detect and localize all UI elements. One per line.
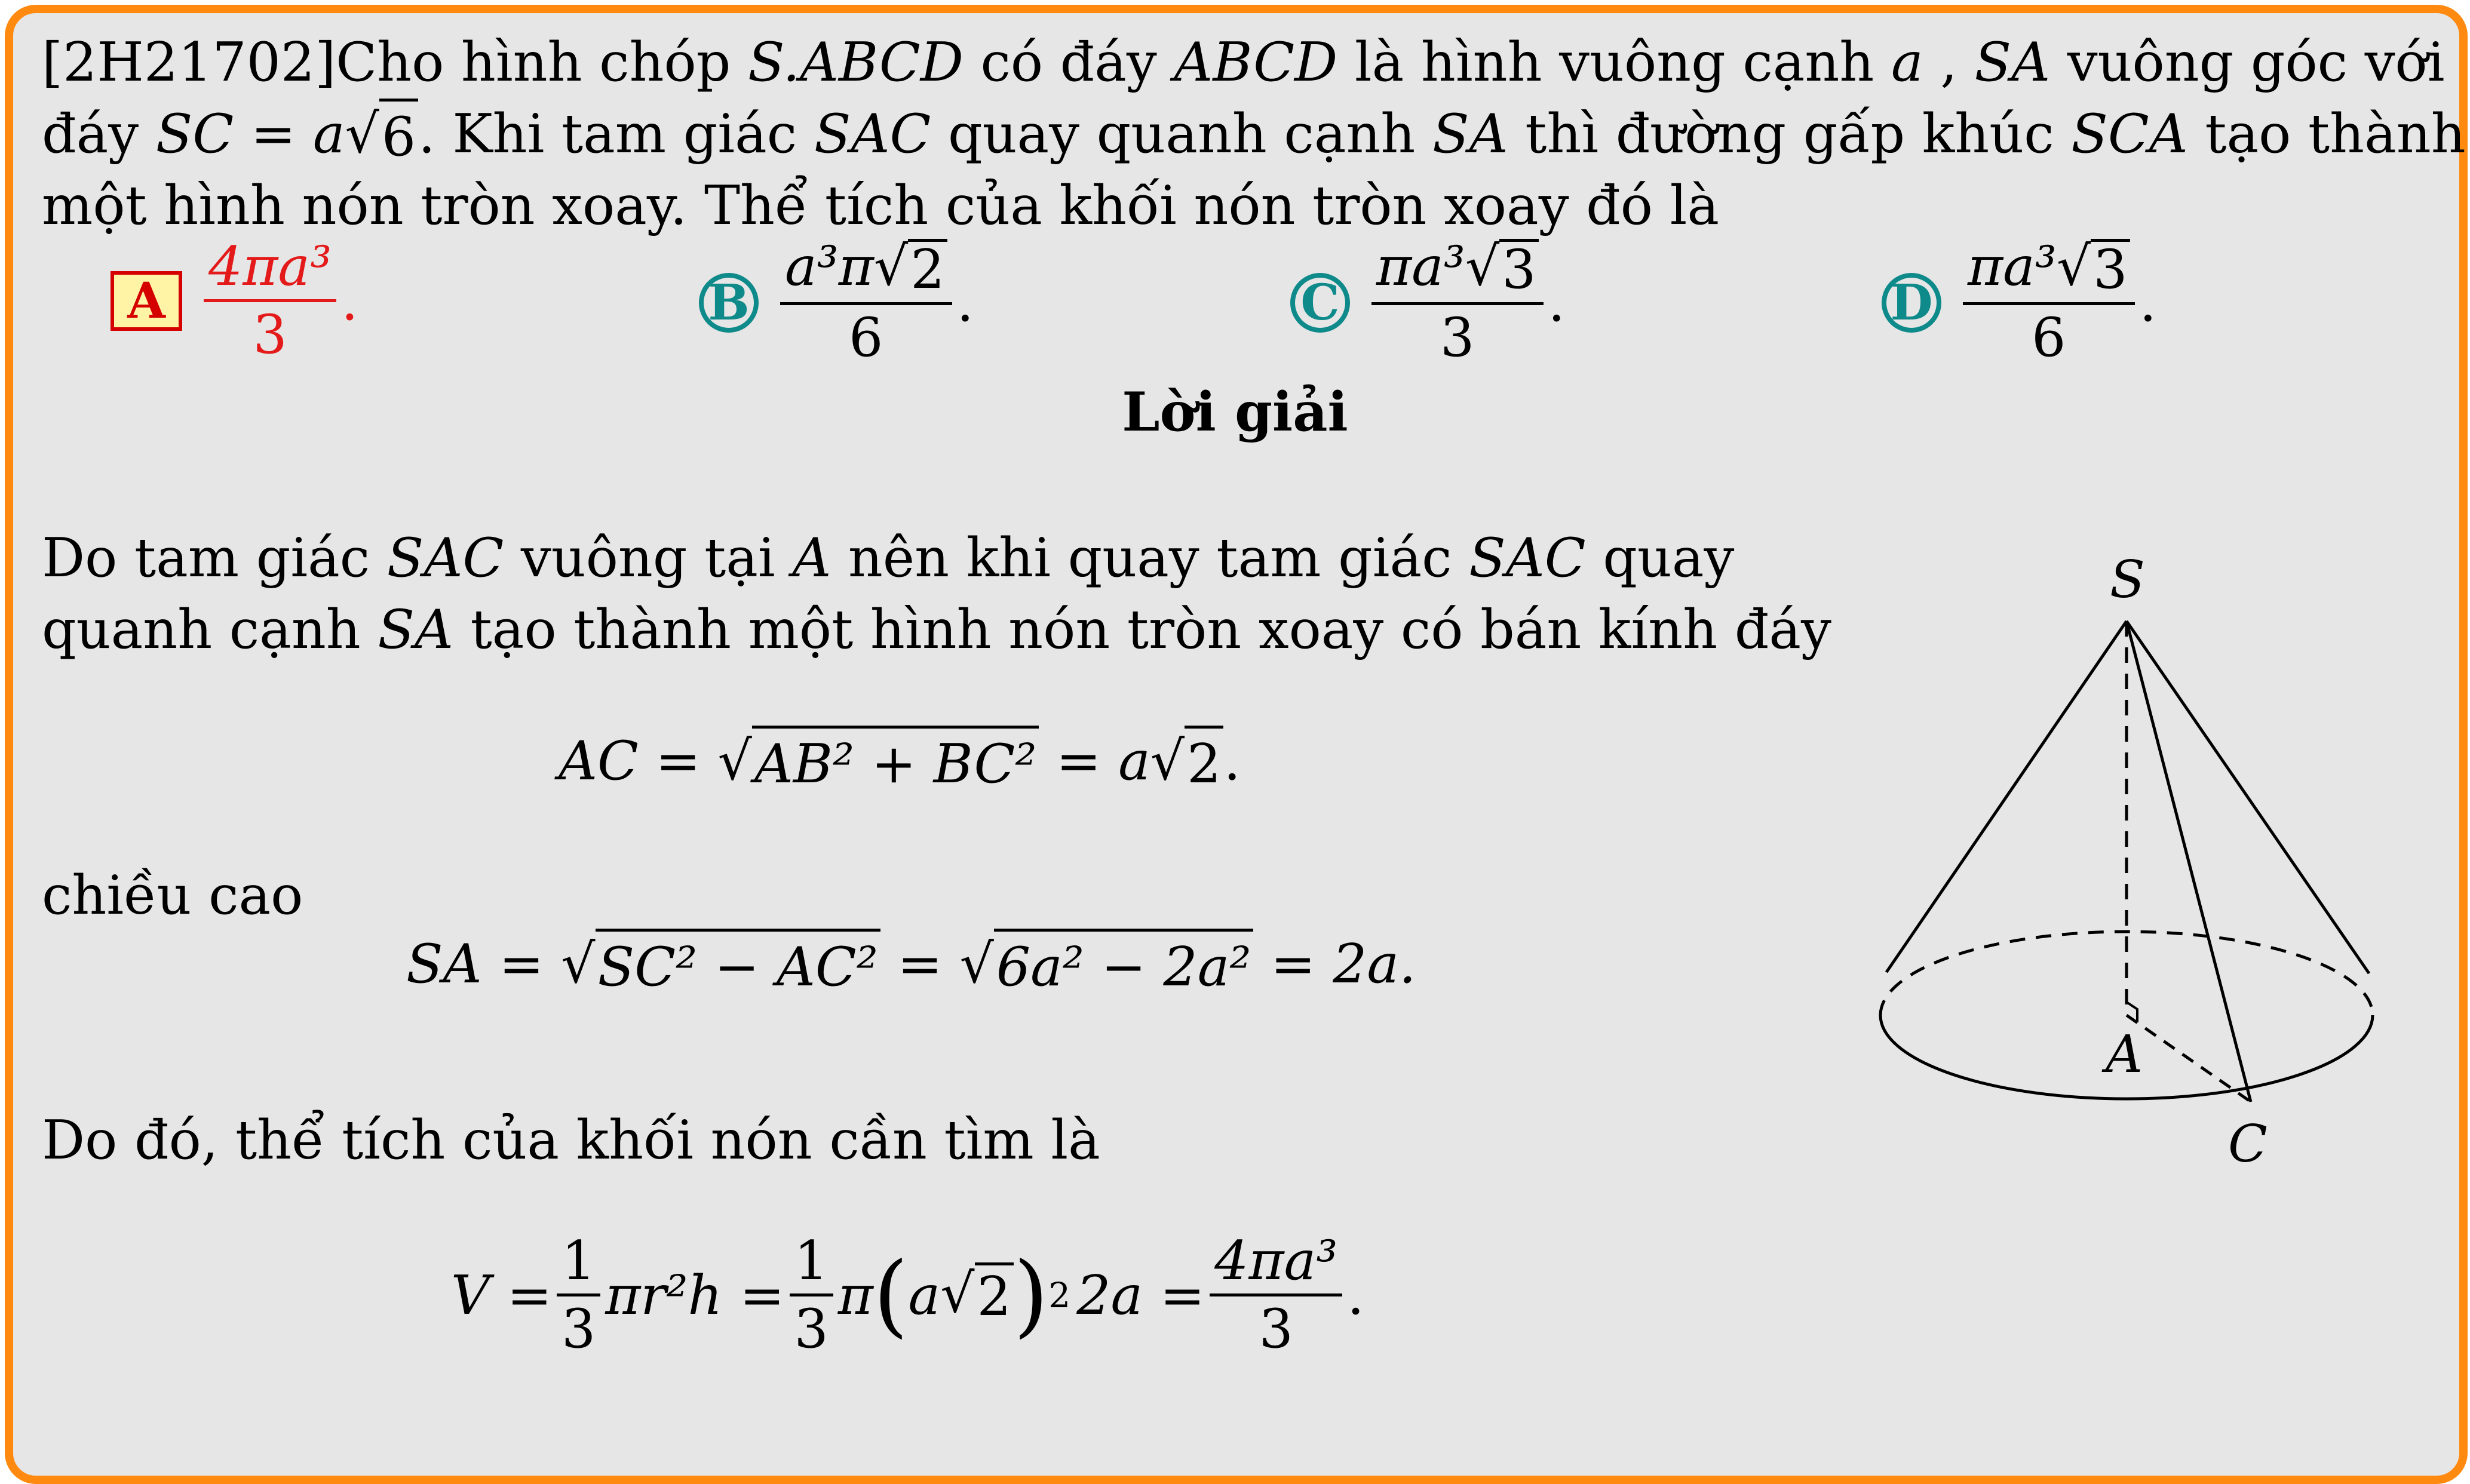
math-expr: . (1223, 730, 1241, 792)
solution-text: quanh cạnh (42, 598, 378, 661)
option-d[interactable]: D πa³ √ 3 6 . (1882, 239, 2156, 366)
label-A: A (2106, 1025, 2143, 1084)
math-a: a (1891, 31, 1923, 94)
sqrt-content: AB² + BC² (752, 726, 1039, 800)
question-code: [2H21702] (42, 31, 336, 94)
solution-text: quay (1585, 527, 1735, 589)
solution-heading: Lời giải (1122, 380, 1348, 444)
fraction-denominator: 3 (1440, 306, 1475, 369)
math-SAC: SAC (1469, 527, 1586, 589)
math-expr: a (908, 1264, 941, 1327)
fraction-denominator: 6 (849, 306, 883, 369)
math-SA: SA (1974, 31, 2051, 94)
label-C: C (2228, 1114, 2268, 1174)
option-b[interactable]: B a³π √ 2 6 . (699, 239, 974, 366)
sqrt-content: 6 (379, 99, 418, 173)
equation-volume: V = $\frac{1}{3}$ πr²h = $\frac{1}{3}$ π ( a √ 2 ) 2 2a = $\frac{\text{4πa³}}{3}$ . (451, 1230, 1364, 1360)
question-text: thì đường gấp khúc (1508, 103, 2072, 165)
solution-line-1 (42, 523, 1734, 594)
option-b-value: a³π √ 2 6 (780, 239, 952, 366)
equation-sa: SA = √ SC² − AC² = √ 6a² − 2a² = 2a. (406, 929, 1416, 1003)
fraction-numerator: 4πa³ (204, 239, 336, 302)
solution-text: nên khi quay tam giác (831, 527, 1469, 589)
math-A: A (792, 527, 831, 589)
math-expr: = a (1039, 730, 1150, 792)
math-expr: V = (451, 1264, 553, 1327)
sqrt-content: 3 (2091, 239, 2130, 299)
sqrt-content: 6a² − 2a² (994, 929, 1254, 1003)
sqrt-content: 2 (908, 239, 947, 299)
math-SAC: SAC (814, 103, 931, 165)
label-S: S (2110, 550, 2145, 610)
cone-figure (1852, 537, 2419, 1194)
math-expr: = 2a. (1253, 933, 1416, 996)
option-a[interactable]: A $\frac{\text{4πa³}}{3}$ . (111, 239, 358, 363)
fraction-one-third (790, 1230, 833, 1360)
fraction-denominator: 3 (253, 303, 287, 366)
math-expr: AC = (559, 730, 718, 792)
question-text: . Khi tam giác (418, 103, 814, 165)
math-SC: SC = a (155, 103, 345, 165)
question-text: vuông góc với (2050, 31, 2445, 94)
question-line-1 (42, 27, 2445, 99)
sqrt-content: 2 (1185, 726, 1223, 800)
question-text: , (1923, 31, 1975, 94)
solution-text: vuông tại (504, 527, 793, 589)
equation-ac: AC = √ AB² + BC² = a √ 2 . (559, 726, 1241, 800)
fraction-numerator: πa³ (1968, 235, 2057, 298)
math-expr: = (880, 933, 960, 996)
fraction-numerator: 1 (557, 1233, 600, 1296)
fraction-one-third (557, 1230, 600, 1360)
option-c[interactable]: C πa³ √ 3 3 . (1290, 239, 1565, 366)
fraction-numerator: a³π (785, 235, 874, 298)
question-text: là hình vuông cạnh (1337, 31, 1891, 94)
solution-line-2 (42, 594, 1831, 666)
solution-line-3: chiều cao (42, 864, 303, 927)
fraction-numerator: 1 (790, 1233, 833, 1296)
question-text: Cho hình chóp (336, 31, 748, 94)
math-base: ABCD (1174, 31, 1338, 94)
math-expr: 2a = (1076, 1264, 1205, 1327)
option-c-badge[interactable]: C (1290, 273, 1350, 333)
question-text: một hình nón tròn xoay. Thể tích của khối nón tròn xoay đó là (42, 174, 1720, 237)
question-line-3 (42, 170, 1719, 242)
question-text: quay quanh cạnh (931, 103, 1433, 165)
sqrt-content: SC² − AC² (596, 929, 880, 1003)
fraction-denominator: 3 (1259, 1297, 1293, 1360)
cone-left-edge (1886, 621, 2127, 972)
option-d-badge[interactable]: D (1882, 273, 1941, 333)
math-expr: πr²h = (605, 1264, 785, 1327)
fraction-denominator: 3 (561, 1297, 596, 1360)
solution-line-4: Do đó, thể tích của khối nón cần tìm là (42, 1109, 1100, 1172)
fraction-denominator: 3 (794, 1297, 829, 1360)
math-SCA: SCA (2071, 103, 2188, 165)
solution-text: Do tam giác (42, 527, 387, 589)
solution-text: tạo thành một hình nón tròn xoay có bán kính đáy (453, 598, 1831, 661)
question-text: tạo thành (2187, 103, 2466, 165)
option-b-badge[interactable]: B (699, 273, 759, 333)
math-expr: . (1347, 1264, 1364, 1327)
math-SA: SA (378, 598, 454, 661)
question-text: đáy (42, 103, 156, 165)
option-a-value (204, 235, 336, 366)
math-expr: SA = (406, 933, 561, 996)
fraction-numerator: πa³ (1376, 235, 1465, 298)
math-pyramid: S.ABCD (747, 31, 964, 94)
sqrt-six: √ 6 (345, 99, 419, 173)
fraction-result (1210, 1230, 1342, 1360)
fraction-denominator: 6 (2032, 306, 2066, 369)
fraction-numerator: 4πa³ (1210, 1233, 1342, 1296)
sqrt-content: 3 (1499, 239, 1538, 299)
sqrt-content: 2 (975, 1262, 1014, 1328)
question-text: có đáy (963, 31, 1174, 94)
question-line-2 (42, 99, 2466, 173)
option-a-badge[interactable]: A (111, 271, 182, 331)
cone-right-edge (2127, 621, 2369, 973)
option-d-value: πa³ √ 3 6 (1963, 239, 2135, 366)
math-SAC: SAC (386, 527, 504, 589)
math-SA: SA (1432, 103, 1508, 165)
math-expr: π (837, 1264, 873, 1327)
option-c-value: πa³ √ 3 3 (1371, 239, 1544, 366)
